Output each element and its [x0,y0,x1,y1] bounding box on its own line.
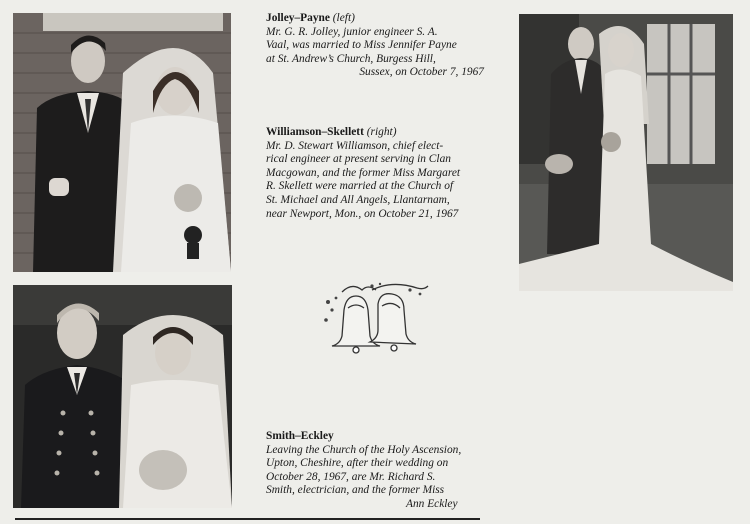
caption-heading [266,126,484,140]
caption-line: St. Michael and All Angels, Llantarnam, [266,193,450,206]
caption-smith-eckley [266,430,484,512]
caption-names: Jolley–Payne [266,12,330,24]
caption-line: Sussex, on October 7, 1967 [359,66,484,79]
caption-line: Macgowan, and the former Miss Margaret [266,166,461,179]
caption-line: Vaal, was married to Miss Jennifer Payne [266,39,457,52]
caption-line: R. Skellett were married at the Church of [266,180,454,193]
wedding-photo-smith-eckley [13,285,232,508]
caption-position: (right) [366,126,397,138]
caption-line: October 28, 1967, are Mr. Richard S. [266,470,436,483]
caption-position: (left) [332,12,355,24]
caption-line: Ann Eckley [406,497,458,510]
caption-line: rical engineer at present serving in Clan [266,153,451,166]
caption-body [266,26,484,80]
wedding-bells-icon [322,280,430,358]
caption-body [266,140,484,222]
caption-body [266,444,484,512]
wedding-photo-jolley-payne [13,13,231,272]
caption-line: Mr. D. Stewart Williamson, chief elect- [266,139,444,152]
caption-line: Mr. G. R. Jolley, junior engineer S. A. [266,25,438,38]
caption-williamson-skellett [266,126,484,221]
wedding-photo-williamson-skellett [519,14,733,291]
caption-names: Williamson–Skellett [266,126,364,138]
caption-heading [266,430,484,444]
caption-line: near Newport, Mon., on October 21, 1967 [266,207,459,220]
caption-line: Leaving the Church of the Holy Ascension, [266,443,462,456]
caption-line: Smith, electrician, and the former Miss [266,484,445,497]
caption-line: at St. Andrew’s Church, Burgess Hill, [266,52,436,65]
caption-names: Smith–Eckley [266,430,334,442]
caption-line: Upton, Cheshire, after their wedding on [266,457,449,470]
bottom-rule [15,518,480,520]
caption-jolley-payne [266,12,484,80]
caption-heading [266,12,484,26]
